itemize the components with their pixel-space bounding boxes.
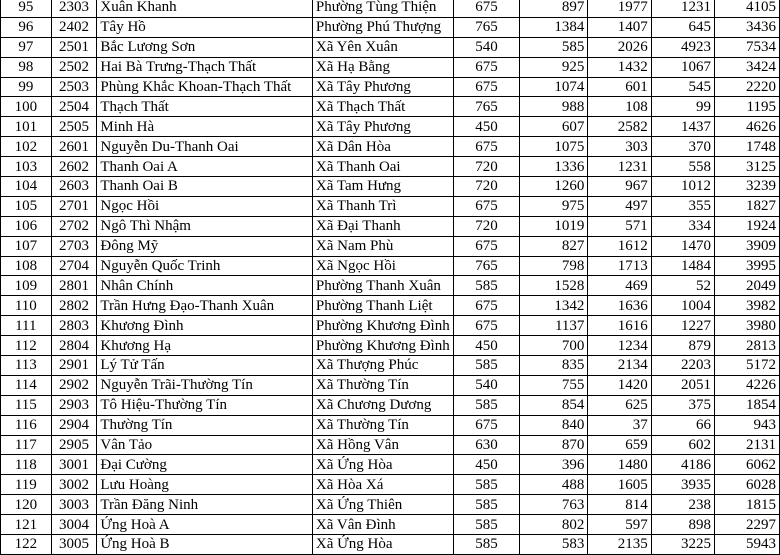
quota-cell: 675: [453, 296, 520, 316]
stt-cell: 108: [1, 256, 52, 276]
school-name-cell: Đại Cường: [97, 455, 313, 475]
quota-cell: 540: [453, 37, 520, 57]
code-cell: 2801: [51, 276, 97, 296]
ward-commune-cell: Xã Đại Thanh: [312, 216, 453, 236]
quota-cell: 540: [453, 375, 520, 395]
school-name-cell: Phùng Khắc Khoan-Thạch Thất: [97, 77, 313, 97]
quota-cell: 450: [453, 455, 520, 475]
stt-cell: 102: [1, 137, 52, 157]
value-cell-2: 303: [588, 137, 651, 157]
total-cell: 5172: [715, 356, 780, 376]
code-cell: 2501: [51, 37, 97, 57]
quota-cell: 630: [453, 435, 520, 455]
ward-commune-cell: Xã Nam Phù: [312, 236, 453, 256]
value-cell-3: 1012: [651, 177, 714, 197]
code-cell: 2601: [51, 137, 97, 157]
school-name-cell: Hai Bà Trưng-Thạch Thất: [97, 57, 313, 77]
quota-cell: 675: [453, 0, 520, 17]
code-cell: 3003: [51, 495, 97, 515]
table-row: [1, 296, 780, 316]
code-cell: 3004: [51, 515, 97, 535]
value-cell-2: 1616: [588, 316, 651, 336]
ward-commune-cell: Xã Hòa Xá: [312, 475, 453, 495]
school-name-cell: Vân Tảo: [97, 435, 313, 455]
school-name-cell: Ngô Thì Nhậm: [97, 216, 313, 236]
value-cell-2: 1713: [588, 256, 651, 276]
value-cell-1: 1336: [520, 157, 588, 177]
value-cell-2: 1480: [588, 455, 651, 475]
quota-cell: 675: [453, 196, 520, 216]
quota-cell: 675: [453, 236, 520, 256]
table-row: [1, 535, 780, 555]
code-cell: 2903: [51, 395, 97, 415]
stt-cell: 98: [1, 57, 52, 77]
ward-commune-cell: Xã Thạch Thất: [312, 97, 453, 117]
code-cell: 2803: [51, 316, 97, 336]
value-cell-3: 334: [651, 216, 714, 236]
ward-commune-cell: Phường Tùng Thiện: [312, 0, 453, 17]
value-cell-2: 2026: [588, 37, 651, 57]
school-name-cell: Xuân Khanh: [97, 0, 313, 17]
value-cell-1: 755: [520, 375, 588, 395]
school-name-cell: Trần Đăng Ninh: [97, 495, 313, 515]
ward-commune-cell: Xã Chương Dương: [312, 395, 453, 415]
value-cell-1: 1074: [520, 77, 588, 97]
school-name-cell: Thanh Oai A: [97, 157, 313, 177]
value-cell-1: 802: [520, 515, 588, 535]
code-cell: 2901: [51, 356, 97, 376]
code-cell: 3005: [51, 535, 97, 555]
value-cell-3: 879: [651, 336, 714, 356]
table-row: [1, 495, 780, 515]
table-row: [1, 336, 780, 356]
ward-commune-cell: Xã Dân Hòa: [312, 137, 453, 157]
total-cell: 2049: [715, 276, 780, 296]
value-cell-1: 1260: [520, 177, 588, 197]
value-cell-3: 1484: [651, 256, 714, 276]
value-cell-2: 2134: [588, 356, 651, 376]
value-cell-2: 1234: [588, 336, 651, 356]
quota-cell: 675: [453, 77, 520, 97]
value-cell-3: 1437: [651, 117, 714, 137]
table-row: [1, 37, 780, 57]
total-cell: 1748: [715, 137, 780, 157]
quota-cell: 765: [453, 17, 520, 37]
total-cell: 1924: [715, 216, 780, 236]
stt-cell: 115: [1, 395, 52, 415]
total-cell: 6062: [715, 455, 780, 475]
total-cell: 3125: [715, 157, 780, 177]
code-cell: 2902: [51, 375, 97, 395]
school-name-cell: Thạch Thất: [97, 97, 313, 117]
code-cell: 2504: [51, 97, 97, 117]
value-cell-3: 1004: [651, 296, 714, 316]
value-cell-3: 99: [651, 97, 714, 117]
school-name-cell: Nguyễn Trãi-Thường Tín: [97, 375, 313, 395]
school-name-cell: Khương Hạ: [97, 336, 313, 356]
stt-cell: 107: [1, 236, 52, 256]
value-cell-2: 1407: [588, 17, 651, 37]
code-cell: 2904: [51, 415, 97, 435]
value-cell-2: 1612: [588, 236, 651, 256]
code-cell: 2802: [51, 296, 97, 316]
stt-cell: 97: [1, 37, 52, 57]
total-cell: 3995: [715, 256, 780, 276]
value-cell-1: 835: [520, 356, 588, 376]
value-cell-1: 870: [520, 435, 588, 455]
value-cell-1: 763: [520, 495, 588, 515]
table-row: [1, 236, 780, 256]
value-cell-2: 1231: [588, 157, 651, 177]
stt-cell: 109: [1, 276, 52, 296]
code-cell: 2702: [51, 216, 97, 236]
stt-cell: 113: [1, 356, 52, 376]
value-cell-3: 1227: [651, 316, 714, 336]
value-cell-3: 3935: [651, 475, 714, 495]
quota-cell: 585: [453, 515, 520, 535]
school-name-cell: Thường Tín: [97, 415, 313, 435]
stt-cell: 96: [1, 17, 52, 37]
ward-commune-cell: Phường Thanh Xuân: [312, 276, 453, 296]
value-cell-1: 897: [520, 0, 588, 17]
table-row: [1, 375, 780, 395]
total-cell: 2220: [715, 77, 780, 97]
table-row: [1, 395, 780, 415]
total-cell: 2297: [715, 515, 780, 535]
code-cell: 2505: [51, 117, 97, 137]
quota-cell: 720: [453, 216, 520, 236]
value-cell-2: 108: [588, 97, 651, 117]
ward-commune-cell: Xã Tam Hưng: [312, 177, 453, 197]
quota-cell: 585: [453, 495, 520, 515]
ward-commune-cell: Xã Ngọc Hồi: [312, 256, 453, 276]
quota-cell: 585: [453, 276, 520, 296]
value-cell-2: 1432: [588, 57, 651, 77]
value-cell-2: 497: [588, 196, 651, 216]
school-name-cell: Tô Hiệu-Thường Tín: [97, 395, 313, 415]
value-cell-2: 1420: [588, 375, 651, 395]
total-cell: 1827: [715, 196, 780, 216]
ward-commune-cell: Xã Thượng Phúc: [312, 356, 453, 376]
value-cell-1: 975: [520, 196, 588, 216]
value-cell-3: 602: [651, 435, 714, 455]
ward-commune-cell: Phường Phú Thượng: [312, 17, 453, 37]
code-cell: 2603: [51, 177, 97, 197]
table-row: [1, 316, 780, 336]
stt-cell: 106: [1, 216, 52, 236]
value-cell-1: 827: [520, 236, 588, 256]
value-cell-1: 1384: [520, 17, 588, 37]
stt-cell: 95: [1, 0, 52, 17]
value-cell-1: 1528: [520, 276, 588, 296]
school-name-cell: Nguyễn Quốc Trinh: [97, 256, 313, 276]
value-cell-2: 597: [588, 515, 651, 535]
table-row: [1, 17, 780, 37]
value-cell-3: 3225: [651, 535, 714, 555]
value-cell-3: 1067: [651, 57, 714, 77]
stt-cell: 116: [1, 415, 52, 435]
value-cell-1: 583: [520, 535, 588, 555]
value-cell-2: 37: [588, 415, 651, 435]
ward-commune-cell: Xã Thường Tín: [312, 375, 453, 395]
value-cell-3: 370: [651, 137, 714, 157]
value-cell-2: 1636: [588, 296, 651, 316]
ward-commune-cell: Xã Ứng Thiên: [312, 495, 453, 515]
quota-cell: 720: [453, 177, 520, 197]
school-name-cell: Đông Mỹ: [97, 236, 313, 256]
quota-cell: 765: [453, 256, 520, 276]
ward-commune-cell: Xã Thanh Trì: [312, 196, 453, 216]
school-name-cell: Lý Tử Tấn: [97, 356, 313, 376]
total-cell: 3424: [715, 57, 780, 77]
stt-cell: 117: [1, 435, 52, 455]
ward-commune-cell: Xã Thường Tín: [312, 415, 453, 435]
value-cell-3: 375: [651, 395, 714, 415]
table-row: [1, 515, 780, 535]
ward-commune-cell: Xã Tây Phương: [312, 117, 453, 137]
stt-cell: 112: [1, 336, 52, 356]
school-name-cell: Nguyễn Du-Thanh Oai: [97, 137, 313, 157]
code-cell: 2704: [51, 256, 97, 276]
school-name-cell: Ứng Hoà A: [97, 515, 313, 535]
total-cell: 4105: [715, 0, 780, 17]
value-cell-3: 4923: [651, 37, 714, 57]
table-row: [1, 137, 780, 157]
stt-cell: 111: [1, 316, 52, 336]
table-row: [1, 435, 780, 455]
total-cell: 4226: [715, 375, 780, 395]
value-cell-1: 925: [520, 57, 588, 77]
table-row: [1, 455, 780, 475]
table-row: [1, 356, 780, 376]
code-cell: 3001: [51, 455, 97, 475]
ward-commune-cell: Phường Khương Đình: [312, 336, 453, 356]
ward-commune-cell: Xã Vân Đình: [312, 515, 453, 535]
value-cell-1: 607: [520, 117, 588, 137]
table-row: [1, 77, 780, 97]
table-row: [1, 256, 780, 276]
value-cell-1: 798: [520, 256, 588, 276]
quota-cell: 450: [453, 336, 520, 356]
value-cell-2: 814: [588, 495, 651, 515]
quota-cell: 450: [453, 117, 520, 137]
quota-cell: 675: [453, 137, 520, 157]
code-cell: 3002: [51, 475, 97, 495]
stt-cell: 114: [1, 375, 52, 395]
code-cell: 2804: [51, 336, 97, 356]
stt-cell: 121: [1, 515, 52, 535]
stt-cell: 99: [1, 77, 52, 97]
quota-cell: 585: [453, 395, 520, 415]
value-cell-3: 52: [651, 276, 714, 296]
quota-cell: 585: [453, 535, 520, 555]
stt-cell: 120: [1, 495, 52, 515]
school-name-cell: Nhân Chính: [97, 276, 313, 296]
total-cell: 3982: [715, 296, 780, 316]
value-cell-1: 488: [520, 475, 588, 495]
table-row: [1, 177, 780, 197]
quota-cell: 675: [453, 57, 520, 77]
value-cell-1: 840: [520, 415, 588, 435]
value-cell-1: 396: [520, 455, 588, 475]
value-cell-1: 988: [520, 97, 588, 117]
ward-commune-cell: Xã Tây Phương: [312, 77, 453, 97]
code-cell: 2503: [51, 77, 97, 97]
value-cell-3: 2203: [651, 356, 714, 376]
quota-cell: 765: [453, 97, 520, 117]
ward-commune-cell: Phường Thanh Liệt: [312, 296, 453, 316]
value-cell-1: 854: [520, 395, 588, 415]
total-cell: 6028: [715, 475, 780, 495]
value-cell-3: 4186: [651, 455, 714, 475]
total-cell: 2813: [715, 336, 780, 356]
total-cell: 3436: [715, 17, 780, 37]
total-cell: 1815: [715, 495, 780, 515]
table-row: [1, 196, 780, 216]
table-row: [1, 97, 780, 117]
school-name-cell: Trần Hưng Đạo-Thanh Xuân: [97, 296, 313, 316]
total-cell: 2131: [715, 435, 780, 455]
code-cell: 2602: [51, 157, 97, 177]
stt-cell: 100: [1, 97, 52, 117]
value-cell-3: 355: [651, 196, 714, 216]
table-row: [1, 0, 780, 17]
value-cell-3: 2051: [651, 375, 714, 395]
value-cell-3: 66: [651, 415, 714, 435]
value-cell-1: 700: [520, 336, 588, 356]
table-row: [1, 157, 780, 177]
value-cell-1: 1075: [520, 137, 588, 157]
table-row: [1, 216, 780, 236]
stt-cell: 104: [1, 177, 52, 197]
total-cell: 3909: [715, 236, 780, 256]
stt-cell: 119: [1, 475, 52, 495]
code-cell: 2402: [51, 17, 97, 37]
value-cell-1: 1137: [520, 316, 588, 336]
value-cell-3: 558: [651, 157, 714, 177]
school-name-cell: Ứng Hoà B: [97, 535, 313, 555]
table-row: [1, 276, 780, 296]
code-cell: 2703: [51, 236, 97, 256]
stt-cell: 105: [1, 196, 52, 216]
value-cell-3: 545: [651, 77, 714, 97]
school-name-cell: Khương Đình: [97, 316, 313, 336]
value-cell-1: 1019: [520, 216, 588, 236]
ward-commune-cell: Phường Khương Đình: [312, 316, 453, 336]
total-cell: 4626: [715, 117, 780, 137]
value-cell-2: 469: [588, 276, 651, 296]
ward-commune-cell: Xã Hạ Bằng: [312, 57, 453, 77]
ward-commune-cell: Xã Yên Xuân: [312, 37, 453, 57]
value-cell-2: 625: [588, 395, 651, 415]
value-cell-2: 571: [588, 216, 651, 236]
total-cell: 1195: [715, 97, 780, 117]
code-cell: 2502: [51, 57, 97, 77]
value-cell-3: 238: [651, 495, 714, 515]
table-row: [1, 117, 780, 137]
quota-cell: 720: [453, 157, 520, 177]
total-cell: 943: [715, 415, 780, 435]
school-name-cell: Ngọc Hồi: [97, 196, 313, 216]
school-name-cell: Thanh Oai B: [97, 177, 313, 197]
value-cell-2: 1605: [588, 475, 651, 495]
quota-cell: 585: [453, 356, 520, 376]
value-cell-3: 1231: [651, 0, 714, 17]
value-cell-1: 1342: [520, 296, 588, 316]
value-cell-2: 2135: [588, 535, 651, 555]
code-cell: 2905: [51, 435, 97, 455]
table-row: [1, 415, 780, 435]
table-row: [1, 57, 780, 77]
ward-commune-cell: Xã Ứng Hòa: [312, 455, 453, 475]
value-cell-2: 967: [588, 177, 651, 197]
code-cell: 2701: [51, 196, 97, 216]
ward-commune-cell: Xã Hồng Vân: [312, 435, 453, 455]
stt-cell: 103: [1, 157, 52, 177]
stt-cell: 122: [1, 535, 52, 555]
value-cell-1: 585: [520, 37, 588, 57]
quota-cell: 585: [453, 475, 520, 495]
total-cell: 3980: [715, 316, 780, 336]
stt-cell: 101: [1, 117, 52, 137]
total-cell: 7534: [715, 37, 780, 57]
value-cell-2: 659: [588, 435, 651, 455]
school-name-cell: Bắc Lương Sơn: [97, 37, 313, 57]
code-cell: 2303: [51, 0, 97, 17]
value-cell-3: 898: [651, 515, 714, 535]
total-cell: 1854: [715, 395, 780, 415]
table-row: [1, 475, 780, 495]
school-name-cell: Minh Hà: [97, 117, 313, 137]
value-cell-2: 601: [588, 77, 651, 97]
school-name-cell: Lưu Hoàng: [97, 475, 313, 495]
value-cell-3: 645: [651, 17, 714, 37]
value-cell-3: 1470: [651, 236, 714, 256]
value-cell-2: 2582: [588, 117, 651, 137]
total-cell: 5943: [715, 535, 780, 555]
ward-commune-cell: Xã Ứng Hòa: [312, 535, 453, 555]
total-cell: 3239: [715, 177, 780, 197]
quota-cell: 675: [453, 415, 520, 435]
table-body: [1, 0, 780, 554]
ward-commune-cell: Xã Thanh Oai: [312, 157, 453, 177]
school-name-cell: Tây Hồ: [97, 17, 313, 37]
stt-cell: 110: [1, 296, 52, 316]
value-cell-2: 1977: [588, 0, 651, 17]
stt-cell: 118: [1, 455, 52, 475]
quota-cell: 675: [453, 316, 520, 336]
